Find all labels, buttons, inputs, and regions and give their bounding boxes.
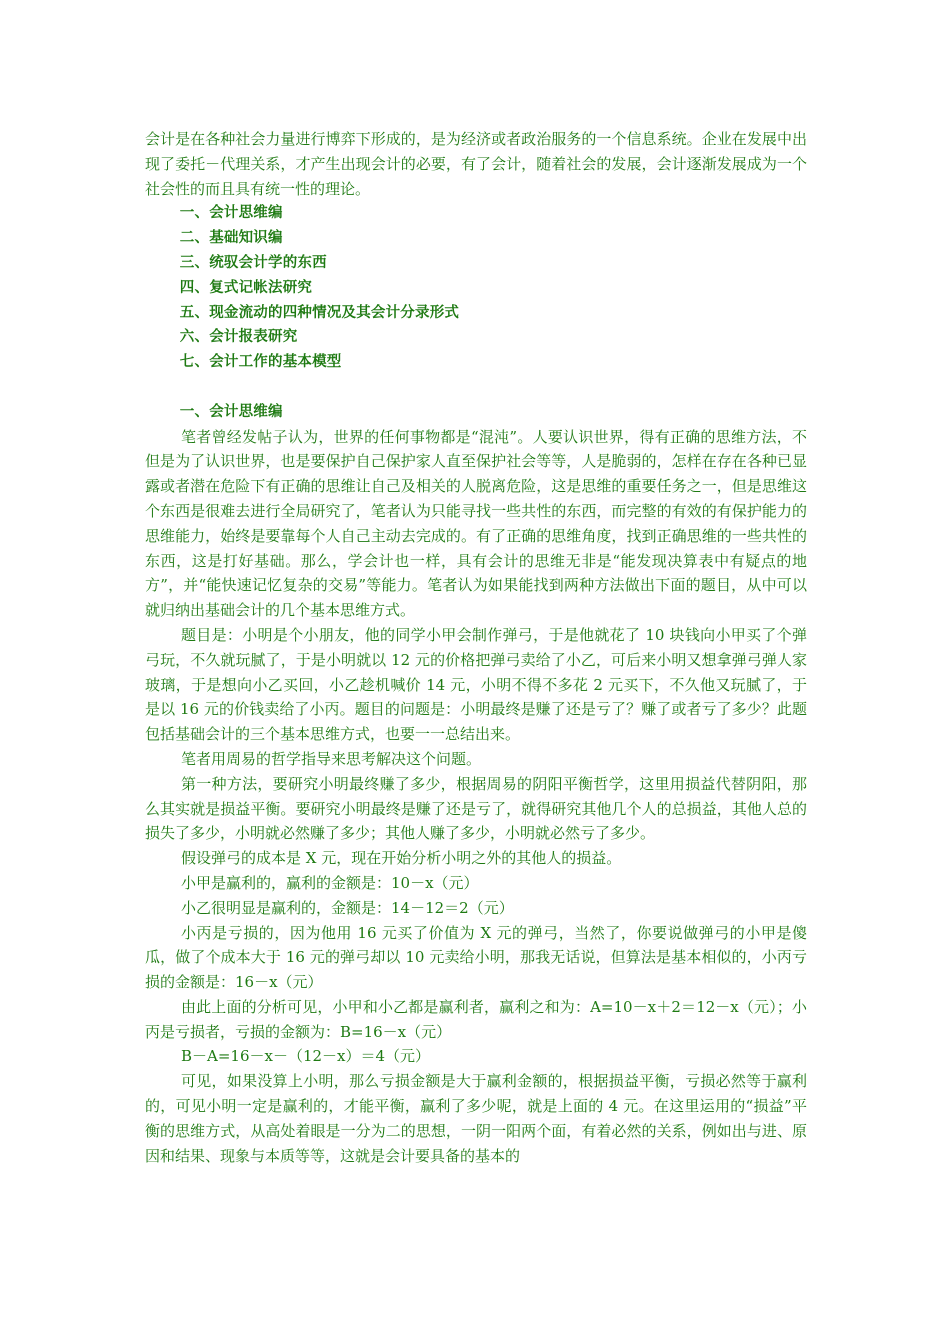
toc-item-1: 一、会计思维编 [179,205,283,222]
body-paragraph: 假设弹弓的成本是 X 元，现在开始分析小明之外的其他人的损益。 [181,849,622,868]
toc-item-6: 六、会计报表研究 [179,329,298,346]
formula-line: 小乙很明显是赢利的，金额是：14－12＝2（元） [181,898,514,917]
formula-line: 小甲是赢利的，赢利的金额是：10－x（元） [181,873,479,892]
toc-item-5: 五、现金流动的四种情况及其会计分录形式 [179,304,460,321]
blank-line [145,375,807,400]
document-body [145,127,807,1168]
section-heading: 一、会计思维编 [179,403,283,420]
body-paragraph: 第一种方法，要研究小明最终赚了多少，根据周易的阴阳平衡哲学，这里用损益代替阴阳，那么其实就是损益平衡。要研究小明最终是赚了还是亏了，就得研究其他几个人的总损益，其他人总的损失了多少，小明就必然赚了多少；其他人赚了多少，小明就必然亏了多少。 [145,774,807,843]
toc-item-2: 二、基础知识编 [179,230,283,247]
body-paragraph: 笔者曾经发帖子认为，世界的任何事物都是“混沌”。人要认识世界，得有正确的思维方法，不但是为了认识世界，也是要保护自己保护家人直至保护社会等等，人是脆弱的，怎样在存在各种已显露或者潜在危险下有正确的思维让自己及相关的人脱离危险，这是思维的重要任务之一，但是思维这个东西是很难去进行全局研究了，笔者认为只能寻找一些共性的东西，而完整的有效的有保护能力的思维能力，始终是要靠每个人自己主动去完成的。有了正确的思维角度，找到正确思维的一些共性的东西，这是打好基础。那么，学会计也一样，具有会计的思维无非是“能发现决算表中有疑点的地方”，并“能快速记忆复杂的交易”等能力。笔者认为如果能找到两种方法做出下面的题目，从中可以就归纳出基础会计的几个基本思维方式。 [145,427,807,620]
table-of-contents [145,201,807,375]
body-paragraph: 题目是：小明是个小朋友，他的同学小甲会制作弹弓，于是他就花了 10 块钱向小甲买了个弹弓玩，不久就玩腻了，于是小明就以 12 元的价格把弹弓卖给了小乙，可后来小明又想拿弹弓弹人家玻璃，于是想向小乙买回，小乙趁机喊价 14 元，小明不得不多花 2 元买下，不久他又玩腻了，于是以 16 元的价钱卖给了小丙。题目的问题是：小明最终是赚了还是亏了？赚了或者亏了多少？此题包括基础会计的三个基本思维方式，也要一一总结出来。 [145,625,807,744]
toc-item-4: 四、复式记帐法研究 [179,279,313,296]
body-paragraph: 可见，如果没算上小明，那么亏损金额是大于赢利金额的，根据损益平衡，亏损必然等于赢利的，可见小明一定是赢利的，才能平衡，赢利了多少呢，就是上面的 4 元。在这里运用的“损益”平衡的思维方式，从高处着眼是一分为二的思想，一阴一阳两个面，有着必然的关系，例如出与进、原因和结果、现象与本质等等，这就是会计要具备的基本的 [145,1072,807,1165]
body-paragraph: 由此上面的分析可见，小甲和小乙都是赢利者，赢利之和为：A=10－x＋2＝12－x（元）；小丙是亏损者，亏损的金额为：B=16－x（元） [145,997,807,1041]
intro-paragraph: 会计是在各种社会力量进行博弈下形成的，是为经济或者政治服务的一个信息系统。企业在发展中出现了委托－代理关系，才产生出现会计的必要，有了会计，随着社会的发展，会计逐渐发展成为一个社会性的而且具有统一性的理论。 [145,130,807,198]
body-paragraph: 笔者用周易的哲学指导来思考解决这个问题。 [181,749,482,768]
toc-item-3: 三、统驭会计学的东西 [179,254,327,271]
toc-item-7: 七、会计工作的基本模型 [179,354,342,371]
formula-line: B－A=16－x－（12－x）＝4（元） [181,1047,431,1066]
body-paragraph: 小丙是亏损的，因为他用 16 元买了价值为 X 元的弹弓，当然了，你要说做弹弓的小甲是傻瓜，做了个成本大于 16 元的弹弓却以 10 元卖给小明，那我无话说，但算法是基本相似的，小丙亏损的金额是：16－x（元） [145,923,807,992]
